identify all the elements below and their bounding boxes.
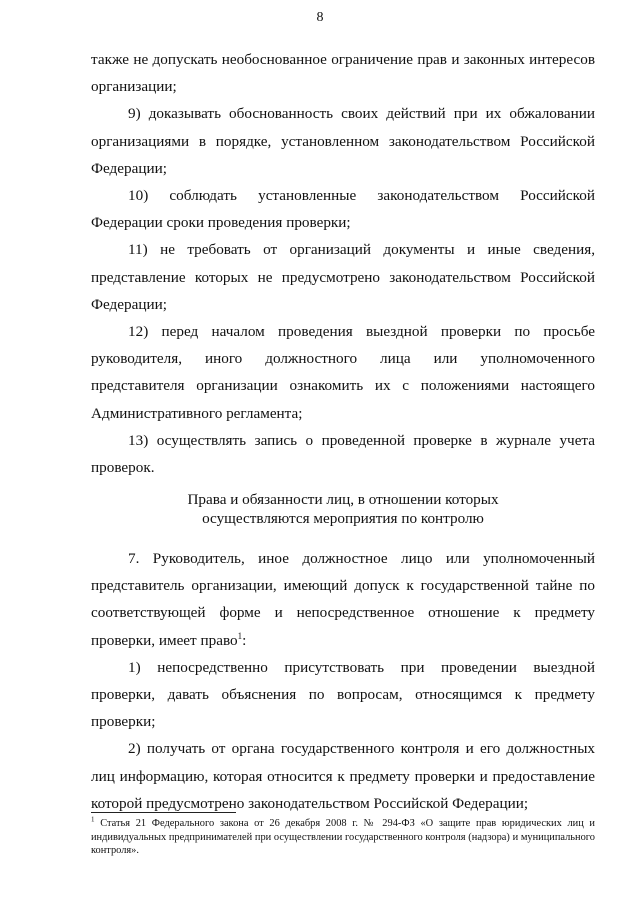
section-heading-line-1: Права и обязанности лиц, в отношении которых (187, 491, 499, 508)
paragraph-subitem-2: 2) получать от органа государственного контроля и его должностных лиц информацию, которая относится к предмету проверки и предоставление которой предусмотрено законодательством Российской Федерации; (91, 740, 595, 812)
page-number: 8 (316, 10, 324, 25)
footnote (91, 817, 595, 858)
paragraph-subitem-1: 1) непосредственно присутствовать при проведении выездной проверки, давать объяснения по вопросам, относящимся к предмету проверки; (91, 658, 595, 731)
paragraph-item-9: 9) доказывать обоснованность своих действий при их обжаловании организациями в порядке, установленном законодательством Российской Федерации; (91, 105, 595, 177)
paragraph-item-12: 12) перед началом проведения выездной проверки по просьбе руководителя, иного должностного лица или уполномоченного представителя организации ознакомить их с положениями настоящего Административного регламента; (91, 323, 595, 422)
footnote-mark: 1 (91, 815, 95, 824)
paragraph-item-7-text: 7. Руководитель, иное должностное лицо или уполномоченный представитель организации, имеющий допуск к государственной тайне по соответствующей форме и непосредственное отношение к предмету проверки, имеет право (91, 550, 595, 649)
bottom-paragraphs (91, 545, 595, 817)
section-heading-line-2: осуществляются мероприятия по контролю (202, 510, 484, 527)
paragraph-item-7 (91, 545, 595, 654)
paragraph-item-11: 11) не требовать от организаций документы и иные сведения, представление которых не предусмотрено законодательством Российской Федерации; (91, 241, 595, 313)
paragraph-item-7-tail: : (242, 631, 247, 649)
footnote-separator (91, 812, 236, 813)
paragraph-continuation: также не допускать необоснованное ограничение прав и законных интересов организации; (91, 51, 595, 96)
top-paragraphs (91, 46, 595, 481)
paragraph-item-10: 10) соблюдать установленные законодательством Российской Федерации сроки проведения проверки; (91, 187, 595, 232)
paragraph-item-13: 13) осуществлять запись о проведенной проверке в журнале учета проверок. (91, 431, 595, 477)
section-heading (91, 490, 595, 528)
footnote-text: Статья 21 Федерального закона от 26 декабря 2008 г. № 294-ФЗ «О защите прав юридических лиц и индивидуальных предпринимателей при осуществлении государственного контроля (надзора) и муниципального контроля». (91, 818, 595, 856)
footnote-reference[interactable]: 1 (237, 630, 243, 641)
